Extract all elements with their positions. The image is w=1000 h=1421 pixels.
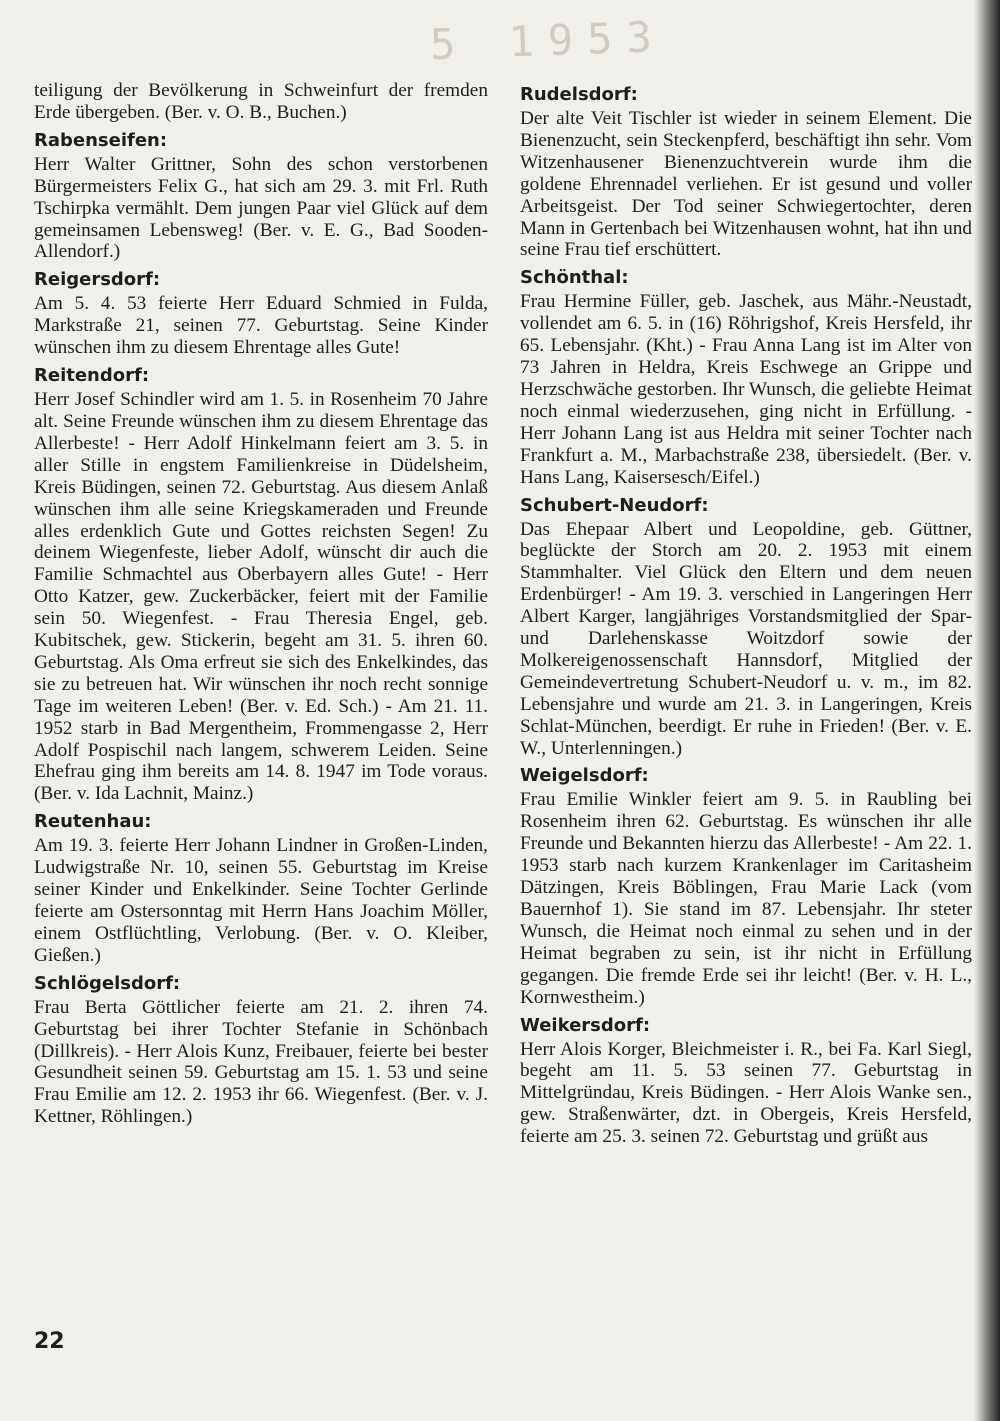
article-continuation (34, 80, 488, 124)
article-schloegelsdorf (34, 971, 488, 1128)
section-heading: Reutenhau: (34, 811, 152, 833)
article-text: Frau Berta Göttlicher feierte am 21. 2. ihren 74. Geburtstag bei ihrer Tochter Stefanie in Schönbach (Dillkreis). - Herr Alois Kunz, Freibauer, feierte bei bester Gesundheit seinen 59. Geburtstag am 15. 1. 53 und seine Frau Emilie am 12. 2. 1953 ihr 66. Wiegenfest. (Ber. v. J. Kettner, Röhlingen.) (34, 996, 488, 1128)
section-heading: Schlögelsdorf: (34, 972, 181, 994)
article-text: teiligung der Bevölkerung in Schweinfurt der fremden Erde übergeben. (Ber. v. O. B., Buchen.) (34, 80, 488, 123)
article-text: Der alte Veit Tischler ist wieder in seinem Element. Die Bienenzucht, sein Steckenpferd, beschäftigt ihn sehr. Vom Witzenhausener Bienenzuchtverein wurde ihm die goldene Ehrennadel verliehen. Er ist gesund und voller Arbeitsgeist. Der Tod seiner Schwiegertochter, deren Mann in Gertenbach bei Witzenhausen wohnt, hat ihn und seine Frau tief erschüttert. (520, 108, 972, 261)
article-weigelsdorf (520, 763, 972, 1008)
page-number: 22 (34, 1329, 65, 1354)
section-heading: Reigersdorf: (34, 269, 161, 291)
article-reutenhau (34, 809, 488, 966)
section-heading: Weigelsdorf: (520, 765, 649, 787)
left-column (34, 80, 488, 1132)
article-text: Herr Alois Korger, Bleichmeister i. R., bei Fa. Karl Siegl, begeht am 11. 5. 53 seinen 77. Geburtstag in Mittelgründau, Kreis Büdingen. - Herr Alois Wanke sen., gew. Straßenwärter, dzt. in Obergeis, Kreis Hersfeld, feierte am 25. 3. seinen 72. Geburtstag und grüßt aus (520, 1038, 972, 1148)
article-text: Frau Hermine Füller, geb. Jaschek, aus Mähr.-Neustadt, vollendet am 6. 5. in (16) Röhrigshof, Kreis Hersfeld, ihr 65. Lebensjahr. (Kht.) - Frau Anna Lang ist im Alter von 73 Jahren in Heldra, Kreis Eschwege an Grippe und Herzschwäche gestorben. Ihr Wunsch, die geliebte Heimat noch einmal wiederzusehen, ging nicht in Erfüllung. - Herr Johann Lang ist aus Heldra mit seiner Tochter nach Frankfurt a. M., Marbachstraße 238, übersiedelt. (Ber. v. Hans Lang, Kaisersesch/Eifel.) (520, 291, 972, 488)
article-reitendorf (34, 363, 488, 805)
right-column (520, 80, 972, 1152)
article-text: Am 5. 4. 53 feierte Herr Eduard Schmied in Fulda, Markstraße 21, seinen 77. Geburtstag. Seine Kinder wünschen ihm zu diesem Ehrentage alles Gute! (34, 293, 488, 359)
article-schoenthal (520, 265, 972, 488)
article-text: Herr Walter Grittner, Sohn des schon verstorbenen Bürgermeisters Felix G., hat sich am 29. 3. mit Frl. Ruth Tschirpka vermählt. Dem jungen Paar viel Glück auf dem gemeinsamen Lebensweg! (Ber. v. E. G., Bad Sooden-Allendorf.) (34, 153, 488, 263)
section-heading: Rabenseifen: (34, 129, 168, 151)
section-heading: Weikersdorf: (520, 1014, 651, 1036)
section-heading: Schönthal: (520, 267, 629, 289)
section-heading: Reitendorf: (34, 365, 150, 387)
section-heading: Rudelsdorf: (520, 84, 638, 105)
article-text: Das Ehepaar Albert und Leopoldine, geb. Güttner, beglückte der Storch am 20. 2. 1953 mit einem Stammhalter. Viel Glück den Eltern und dem neuen Erdenbürger! - Am 19. 3. verschied in Langeringen Herr Albert Karger, langjähriges Vorstandsmitglied der Spar- und Darlehenskasse Woitzdorf sowie der Molkereigenossenschaft Hannsdorf, Mitglied der Gemeindevertretung Schubert-Neudorf u. v. m., im 82. Lebensjahre und wurde am 21. 3. in Langeringen, Kreis Schlat-München, beerdigt. Er ruhe in Frieden! (Ber. v. E. W., Unterlenningen.) (520, 518, 972, 759)
date-stamp: 5 1953 (429, 11, 667, 70)
article-weikersdorf (520, 1013, 972, 1149)
article-schubert-neudorf (520, 493, 972, 760)
article-rabenseifen (34, 128, 488, 264)
article-rudelsdorf (520, 82, 972, 261)
article-text: Am 19. 3. feierte Herr Johann Lindner in Großen-Linden, Ludwigstraße Nr. 10, seinen 55. Geburtstag im Kreise seiner Kinder und Enkelkinder. Seine Tochter Gerlinde feierte am Ostersonntag mit Herrn Hans Joachim Möller, einem Ostflüchtling, Verlobung. (Ber. v. O. Kleiber, Gießen.) (34, 835, 488, 966)
article-text: Herr Josef Schindler wird am 1. 5. in Rosenheim 70 Jahre alt. Seine Freunde wünschen ihm zu diesem Ehrentage das Allerbeste! - Herr Adolf Hinkelmann feiert am 3. 5. in aller Stille in engstem Familienkreise in Düdelsheim, Kreis Büdingen, seinen 72. Geburtstag. Aus diesem Anlaß wünschen ihm alle seine Kriegskameraden und Freunde alles erdenklich Gute und Gottes reichsten Segen! Zu deinem Wiegenfeste, lieber Adolf, wünscht dir auch die Familie Schmachtel aus Oberbayern alles Gute! - Herr Otto Katzer, gew. Zuckerbäcker, feiert mit der Familie sein 50. Wiegenfest. - Frau Theresia Engel, geb. Kubitschek, gew. Stickerin, begeht am 31. 5. ihren 60. Geburtstag. Als Oma erfreut sie sich des Enkelkindes, das sie zu betreuen hat. Wir wünschen ihr noch recht sonnige Tage im weiteren Leben! (Ber. v. Ed. Sch.) - Am 21. 11. 1952 starb in Bad Mergentheim, Frommengasse 2, Herr Adolf Pospischil nach langem, schwerem Leiden. Seine Ehefrau ging ihm bereits am 14. 8. 1947 im Tode voraus. (Ber. v. Ida Lachnit, Mainz.) (34, 389, 488, 805)
article-text: Frau Emilie Winkler feiert am 9. 5. in Raubling bei Rosenheim ihren 62. Geburtstag. Es wünschen ihr alle Freunde und Bekannten hierzu das Allerbeste! - Am 22. 1. 1953 starb nach kurzem Krankenlager im Caritasheim Dätzingen, Kreis Böblingen, Frau Marie Lack (vom Bauernhof 1). Sie stand im 87. Lebensjahr. Ihr steter Wunsch, die Heimat noch einmal zu sehen und in der Heimat begraben zu sein, ist ihr nicht in Erfüllung gegangen. Die fremde Erde sei ihr leicht! (Ber. v. H. L., Kornwestheim.) (520, 789, 972, 1008)
section-heading: Schubert-Neudorf: (520, 494, 709, 516)
book-spine-shadow (974, 0, 1000, 1421)
article-reigersdorf (34, 267, 488, 359)
